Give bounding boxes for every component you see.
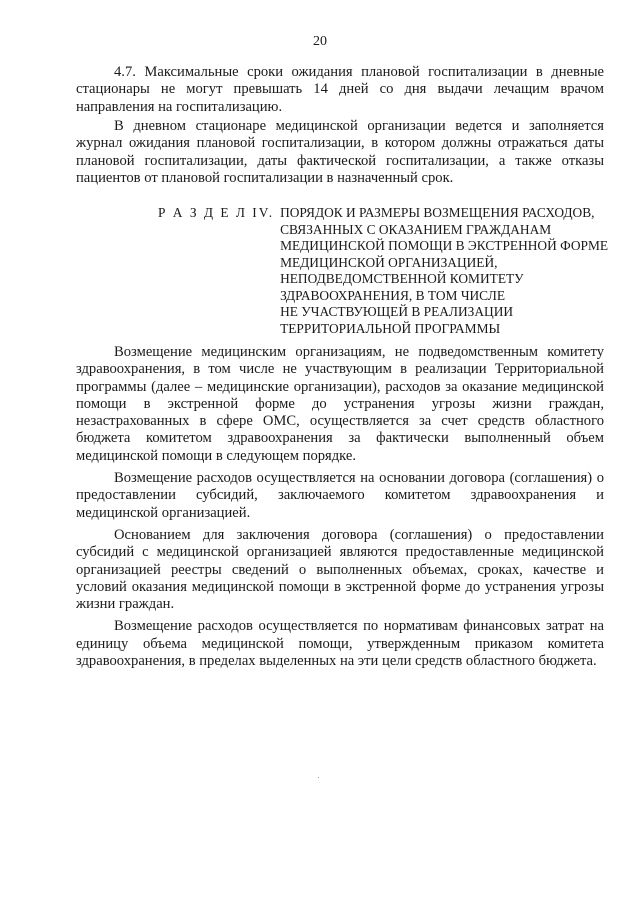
paragraph-text: 4.7. Максимальные сроки ожидания плановой госпитализации в дневные стационары не могут превышать 14 дней со дня выдачи лечащим врачом направления на госпитализацию. [76,64,604,115]
section-body [76,344,604,675]
paragraph-reimbursement: Возмещение медицинским организациям, не подведомственным комитету здравоохранения, в том числе не участвующим в реализации Территориальной программы (далее – медицинские организации), расходов за оказание медицинской помощи в экстренной форме до устранения угрозы жизни граждан, незастрахованных в сфере ОМС, осуществляется за счет средств областного бюджета комитетом здравоохранения за фактически выполненный объем медицинской помощи в следующем порядке. [76,344,604,464]
paragraph-text: В дневном стационаре медицинской организации ведется и заполняется журнал ожидания плановой госпитализации, в котором должны отражаться даты плановой госпитализации, даты фактической госпитализации, а также отказы пациентов от плановой госпитализации в назначенный срок. [76,118,604,186]
paragraph-cost-norms: Возмещение расходов осуществляется по нормативам финансовых затрат на единицу объема медицинской помощи, утвержденным приказом комитета здравоохранения, в пределах выделенных на эти цели средств областного бюджета. [76,618,604,670]
section-title-line: ПОРЯДОК И РАЗМЕРЫ ВОЗМЕЩЕНИЯ РАСХОДОВ, [280,205,595,220]
section-title-line: МЕДИЦИНСКОЙ ОРГАНИЗАЦИЕЙ, [280,254,498,270]
paragraph-agreement-basis: Возмещение расходов осуществляется на основании договора (соглашения) о предоставлении субсидий, заключаемого комитетом здравоохранения и медицинской организацией. [76,470,604,521]
section-title-line: МЕДИЦИНСКОЙ ПОМОЩИ В ЭКСТРЕННОЙ ФОРМЕ [280,238,609,253]
paragraph-agreement-grounds: Основанием для заключения договора (соглашения) о предоставлении субсидий с медицинской организацией являются предоставленные медицинской организацией реестры сведений о выполненных объемах, сроках, качестве и условий оказания медицинской помощи в экстренной форме до устранения угрозы жизни граждан. [76,526,604,613]
section-title-line: НЕ УЧАСТВУЮЩЕЙ В РЕАЛИЗАЦИИ [280,304,514,319]
section-title-line: НЕПОДВЕДОМСТВЕННОЙ КОМИТЕТУ [280,271,524,286]
page-number: 20 [313,34,327,49]
section-title-line: ЗДРАВООХРАНЕНИЯ, В ТОМ ЧИСЛЕ [280,287,506,303]
section-title [280,205,608,337]
section-label: Р А З Д Е Л IV. [158,205,275,220]
section-title-line: СВЯЗАННЫХ С ОКАЗАНИЕМ ГРАЖДАНАМ [280,221,552,237]
section-title-line: ТЕРРИТОРИАЛЬНОЙ ПРОГРАММЫ [280,320,501,336]
scan-speck [318,777,319,778]
paragraph-day-hospital-journal [76,118,604,187]
section-heading [158,205,608,337]
paragraph-4-7 [76,64,604,116]
